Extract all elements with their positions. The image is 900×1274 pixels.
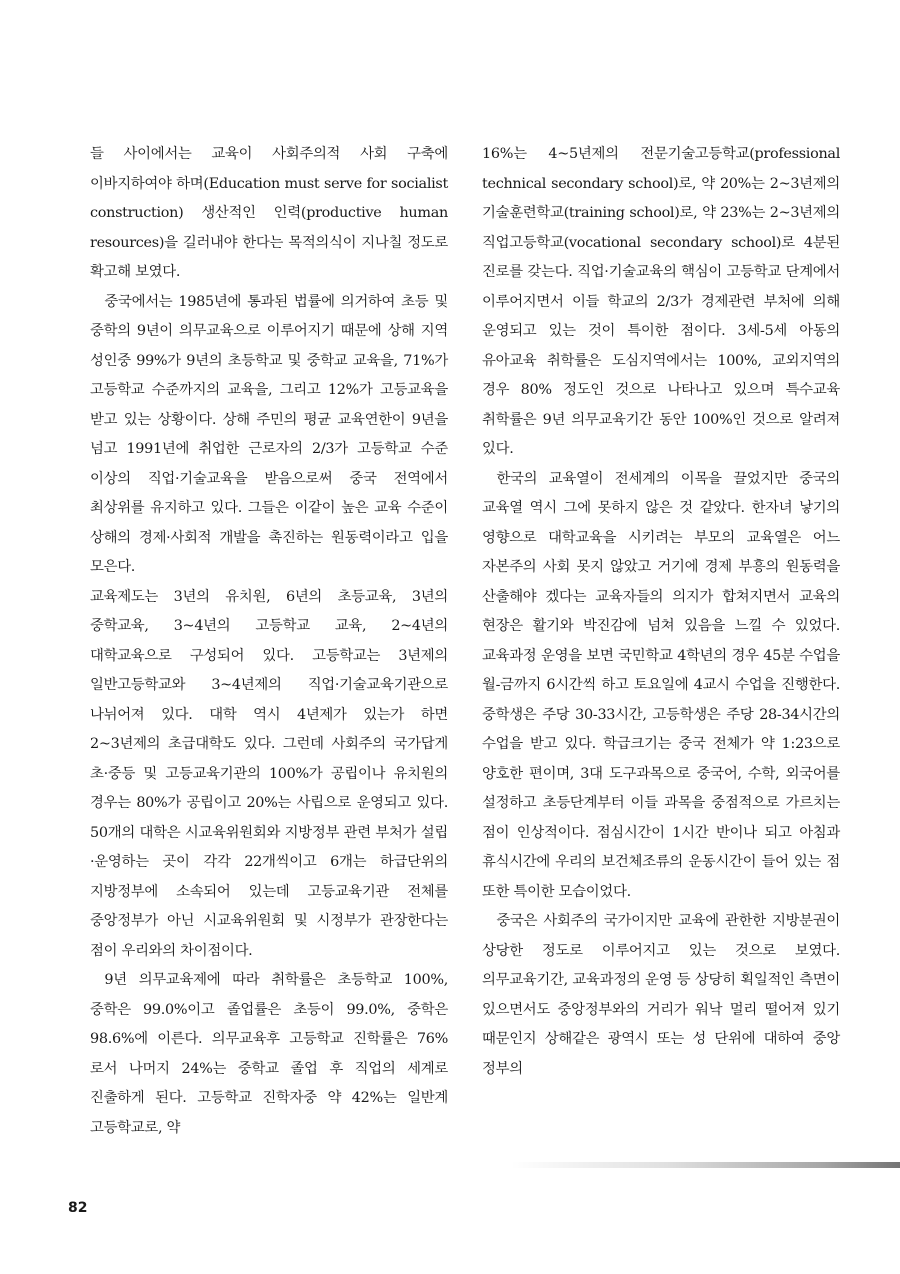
body-paragraph: 16%는 4~5년제의 전문기술고등학교(professional technical secondary school)로, 약 20%는 2~3년제의 기술훈련학교(training school)로, 약 23%는 2~3년제의 직업고등학교(vocational secondary school)로 4분된 진로를 갖는다. 직업·기술교육의 핵심이 고등학교 단계에서 이루어지면서 이들 학교의 2/3가 경제관련 부처에 의해 운영되고 있는 것이 특이한 점이다. 3세-5세 아동의 유아교육 취학률은 도심지역에서는 100%, 교외지역의 경우 80% 정도인 것으로 나타나고 있으며 특수교육 취학률은 9년 의무교육기간 동안 100%인 것으로 알려져 있다. bbox=[482, 146, 840, 457]
body-paragraph: 중국에서는 1985년에 통과된 법률에 의거하여 초등 및 중학의 9년이 의무교육으로 이루어지기 때문에 상해 지역 성인중 99%가 9년의 초등학교 및 중학교 교육을, 71%가 고등학교 수준까지의 교육을, 그리고 12%가 고등교육을 받고 있는 상황이다. 상해 주민의 평균 교육연한이 9년을 넘고 1991년에 취업한 근로자의 2/3가 고등학교 수준 이상의 직업·기술교육을 받음으로써 중국 전역에서 최상위를 유지하고 있다. 그들은 이같이 높은 교육 수준이 상해의 경제·사회적 개발을 촉진하는 원동력이라고 입을 모은다. bbox=[90, 293, 448, 575]
body-paragraph: 9년 의무교육제에 따라 취학률은 초등학교 100%, 중학은 99.0%이고 졸업률은 초등이 99.0%, 중학은 98.6%에 이른다. 의무교육후 고등학교 진학률은 76%로서 나머지 24%는 중학교 졸업 후 직업의 세계로 진출하게 된다. 고등학교 진학자중 약 42%는 일반계 고등학교로, 약 bbox=[90, 972, 448, 1136]
left-text-column bbox=[90, 140, 448, 1143]
page-number: 82 bbox=[68, 1200, 88, 1216]
body-paragraph: 중국은 사회주의 국가이지만 교육에 관한한 지방분권이 상당한 정도로 이루어지고 있는 것으로 보였다. 의무교육기간, 교육과정의 운영 등 상당히 획일적인 측면이 있으면서도 중앙정부와의 거리가 워낙 멀리 떨어져 있기 때문인지 상해같은 광역시 또는 성 단위에 대하여 중앙 정부의 bbox=[482, 913, 840, 1077]
right-text-column bbox=[482, 140, 840, 1084]
body-paragraph: 들 사이에서는 교육이 사회주의적 사회 구축에 이바지하여야 하며(Education must serve for socialist construction) 생산적인 인력(productive human resources)을 길러내야 한다는 목적의식이 지나칠 정도로 확고해 보였다. bbox=[90, 146, 448, 280]
scan-artifact bbox=[510, 1162, 900, 1168]
body-paragraph: 교육제도는 3년의 유치원, 6년의 초등교육, 3년의 중학교육, 3~4년의 고등학교 교육, 2~4년의 대학교육으로 구성되어 있다. 고등학교는 3년제의 일반고등학교와 3~4년제의 직업·기술교육기관으로 나뉘어져 있다. 대학 역시 4년제가 있는가 하면 2~3년제의 초급대학도 있다. 그런데 사회주의 국가답게 초·중등 및 고등교육기관의 100%가 공립이나 유치원의 경우는 80%가 공립이고 20%는 사립으로 운영되고 있다. 50개의 대학은 시교육위원회와 지방정부 관련 부처가 설립·운영하는 곳이 각각 22개씩이고 6개는 하급단위의 지방정부에 소속되어 있는데 고등교육기관 전체를 중앙정부가 아닌 시교육위원회 및 시정부가 관장한다는 점이 우리와의 차이점이다. bbox=[90, 588, 448, 959]
body-paragraph: 한국의 교육열이 전세계의 이목을 끌었지만 중국의 교육열 역시 그에 못하지 않은 것 같았다. 한자녀 낳기의 영향으로 대학교육을 시키려는 부모의 교육열은 어느 자본주의 사회 못지 않았고 거기에 경제 부흥의 원동력을 산출해야 겠다는 교육자들의 의지가 합쳐지면서 교육의 현장은 활기와 박진감에 넘쳐 있음을 느낄 수 있었다. 교육과정 운영을 보면 국민학교 4학년의 경우 45분 수업을 월-금까지 6시간씩 하고 토요일에 4교시 수업을 진행한다. 중학생은 주당 30-33시간, 고등학생은 주당 28-34시간의 수업을 받고 있다. 학급크기는 중국 전체가 약 1:23으로 양호한 편이며, 3대 도구과목으로 중국어, 수학, 외국어를 설정하고 초등단계부터 이들 과목을 중점적으로 가르치는 점이 인상적이다. 점심시간이 1시간 반이나 되고 아침과 휴식시간에 우리의 보건체조류의 운동시간이 들어 있는 점 또한 특이한 모습이었다. bbox=[482, 470, 840, 900]
